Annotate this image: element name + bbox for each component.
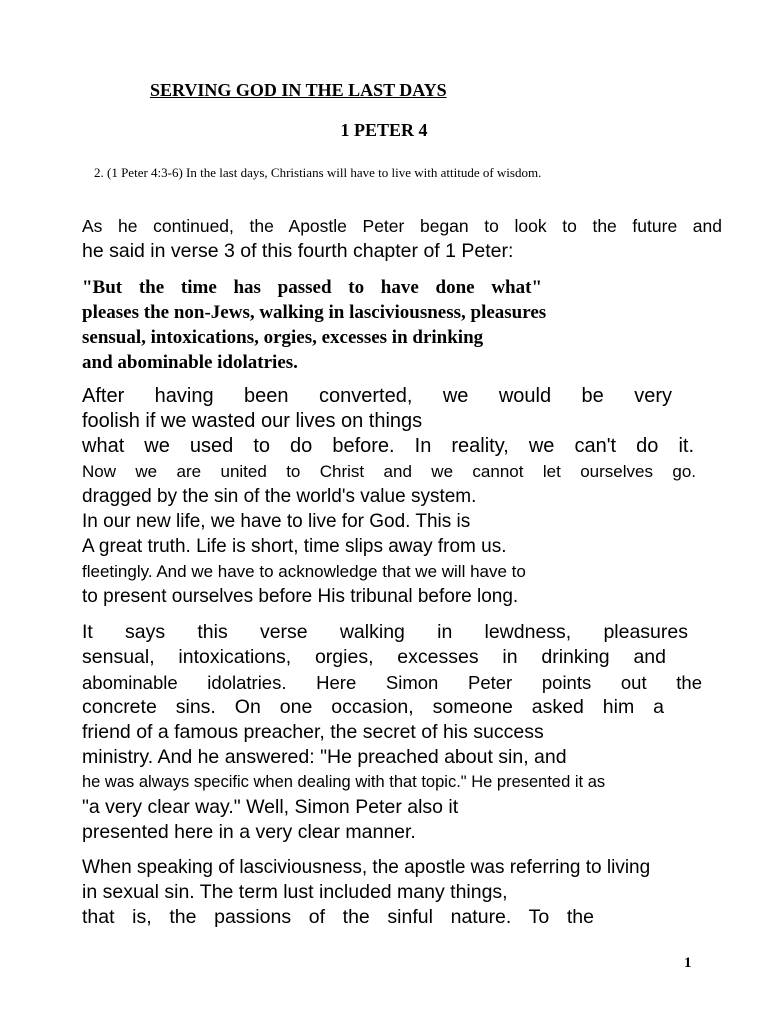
text-line: It says this verse walking in lewdness, pleasures: [82, 621, 688, 643]
text-line: he was always specific when dealing with that topic." He presented it as: [82, 773, 606, 791]
text-line: A great truth. Life is short, time slips away from us.: [82, 536, 507, 557]
text-line: in sexual sin. The term lust included many things,: [82, 881, 508, 903]
text-line: fleetingly. And we have to acknowledge that we will have to: [82, 562, 526, 581]
paragraph-lasciviousness: [82, 855, 762, 930]
text-line: that is, the passions of the sinful nature. To the: [82, 906, 594, 928]
text-line: foolish if we wasted our lives on things: [82, 410, 423, 432]
quote-line: pleases the non-Jews, walking in lasciviousness, pleasures: [82, 302, 547, 323]
text-line: dragged by the sin of the world's value system.: [82, 486, 477, 507]
text-line: ministry. And he answered: "He preached about sin, and: [82, 746, 567, 768]
text-line: As he continued, the Apostle Peter began to look to the future and: [82, 216, 722, 236]
text-line: what we used to do before. In reality, we can't do it.: [82, 435, 694, 457]
text-line: sensual, intoxications, orgies, excesses in drinking and: [82, 646, 666, 668]
scripture-quote: [82, 275, 642, 375]
text-line: concrete sins. On one occasion, someone asked him a: [82, 696, 664, 718]
text-line: "a very clear way." Well, Simon Peter also it: [82, 796, 459, 818]
page-number: 1: [684, 955, 692, 971]
point-note: 2. (1 Peter 4:3-6) In the last days, Christians will have to live with attitude of wisdom.: [94, 165, 542, 180]
text-line: After having been converted, we would be very: [82, 385, 672, 407]
text-line: he said in verse 3 of this fourth chapter of 1 Peter:: [82, 240, 514, 262]
text-line: presented here in a very clear manner.: [82, 821, 416, 843]
text-line: In our new life, we have to live for God. This is: [82, 511, 471, 532]
intro-paragraph: [82, 214, 722, 264]
text-line: When speaking of lasciviousness, the apostle was referring to living: [82, 857, 651, 878]
text-line: abominable idolatries. Here Simon Peter points out the: [82, 672, 702, 693]
text-line: to present ourselves before His tribunal before long.: [82, 586, 519, 607]
text-line: Now we are united to Christ and we cannot let ourselves go.: [82, 462, 696, 481]
document-title: SERVING GOD IN THE LAST DAYS: [150, 80, 447, 100]
text-line: friend of a famous preacher, the secret of his success: [82, 721, 544, 743]
quote-line: "But the time has passed to have done what": [82, 277, 542, 298]
paragraph-conversion: [82, 384, 702, 609]
paragraph-concrete-sins: [82, 620, 722, 845]
quote-line: sensual, intoxications, orgies, excesses in drinking: [82, 327, 484, 348]
quote-line: and abominable idolatries.: [82, 352, 298, 373]
document-subtitle: 1 PETER 4: [340, 120, 428, 140]
